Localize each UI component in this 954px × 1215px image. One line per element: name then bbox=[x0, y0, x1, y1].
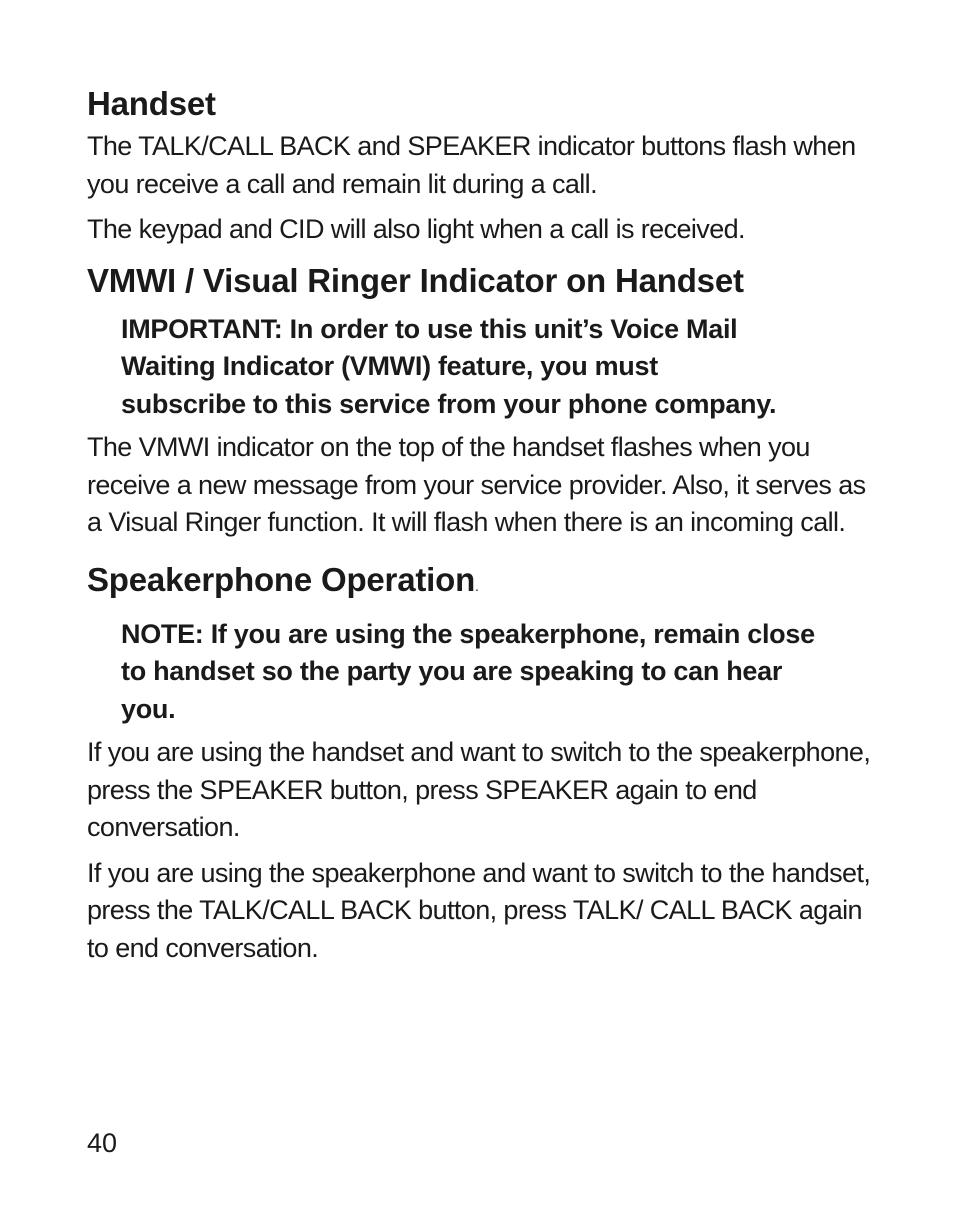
paragraph-switch-to-speakerphone: If you are using the handset and want to switch to the speakerphone, press the SPEAKER button, press SPEAKER again to end conversation. bbox=[87, 737, 871, 842]
manual-page-content bbox=[87, 80, 877, 967]
page-number: 40 bbox=[87, 1128, 118, 1158]
section-vmwi bbox=[87, 257, 877, 542]
paragraph-vmwi-description: The VMWI indicator on the top of the handset flashes when you receive a new message from your service provider. Also, it serves as a Visual Ringer function. It will flash when there is an incoming call. bbox=[87, 432, 866, 537]
section-speakerphone bbox=[87, 556, 877, 968]
paragraph-handset-keypad: The keypad and CID will also light when a call is received. bbox=[87, 214, 745, 244]
heading-trailing-dot: . bbox=[475, 577, 479, 594]
heading-speakerphone: Speakerphone Operation bbox=[87, 560, 476, 598]
important-note-vmwi: IMPORTANT: In order to use this unit’s Voice Mail Waiting Indicator (VMWI) feature, you must subscribe to this service from your phone company. bbox=[121, 313, 777, 419]
note-speakerphone: NOTE: If you are using the speakerphone, remain close to handset so the party you are speaking to can hear you. bbox=[121, 618, 815, 724]
section-handset bbox=[87, 80, 877, 249]
heading-handset: Handset bbox=[87, 85, 216, 122]
paragraph-switch-to-handset: If you are using the speakerphone and want to switch to the handset, press the TALK/CALL BACK button, press TALK/ CALL BACK again to end conversation. bbox=[87, 857, 871, 963]
heading-speakerphone-wrapper bbox=[87, 556, 877, 610]
paragraph-handset-indicators: The TALK/CALL BACK and SPEAKER indicator buttons flash when you receive a call and remain lit during a call. bbox=[87, 131, 856, 199]
heading-vmwi: VMWI / Visual Ringer Indicator on Handset bbox=[87, 261, 744, 299]
